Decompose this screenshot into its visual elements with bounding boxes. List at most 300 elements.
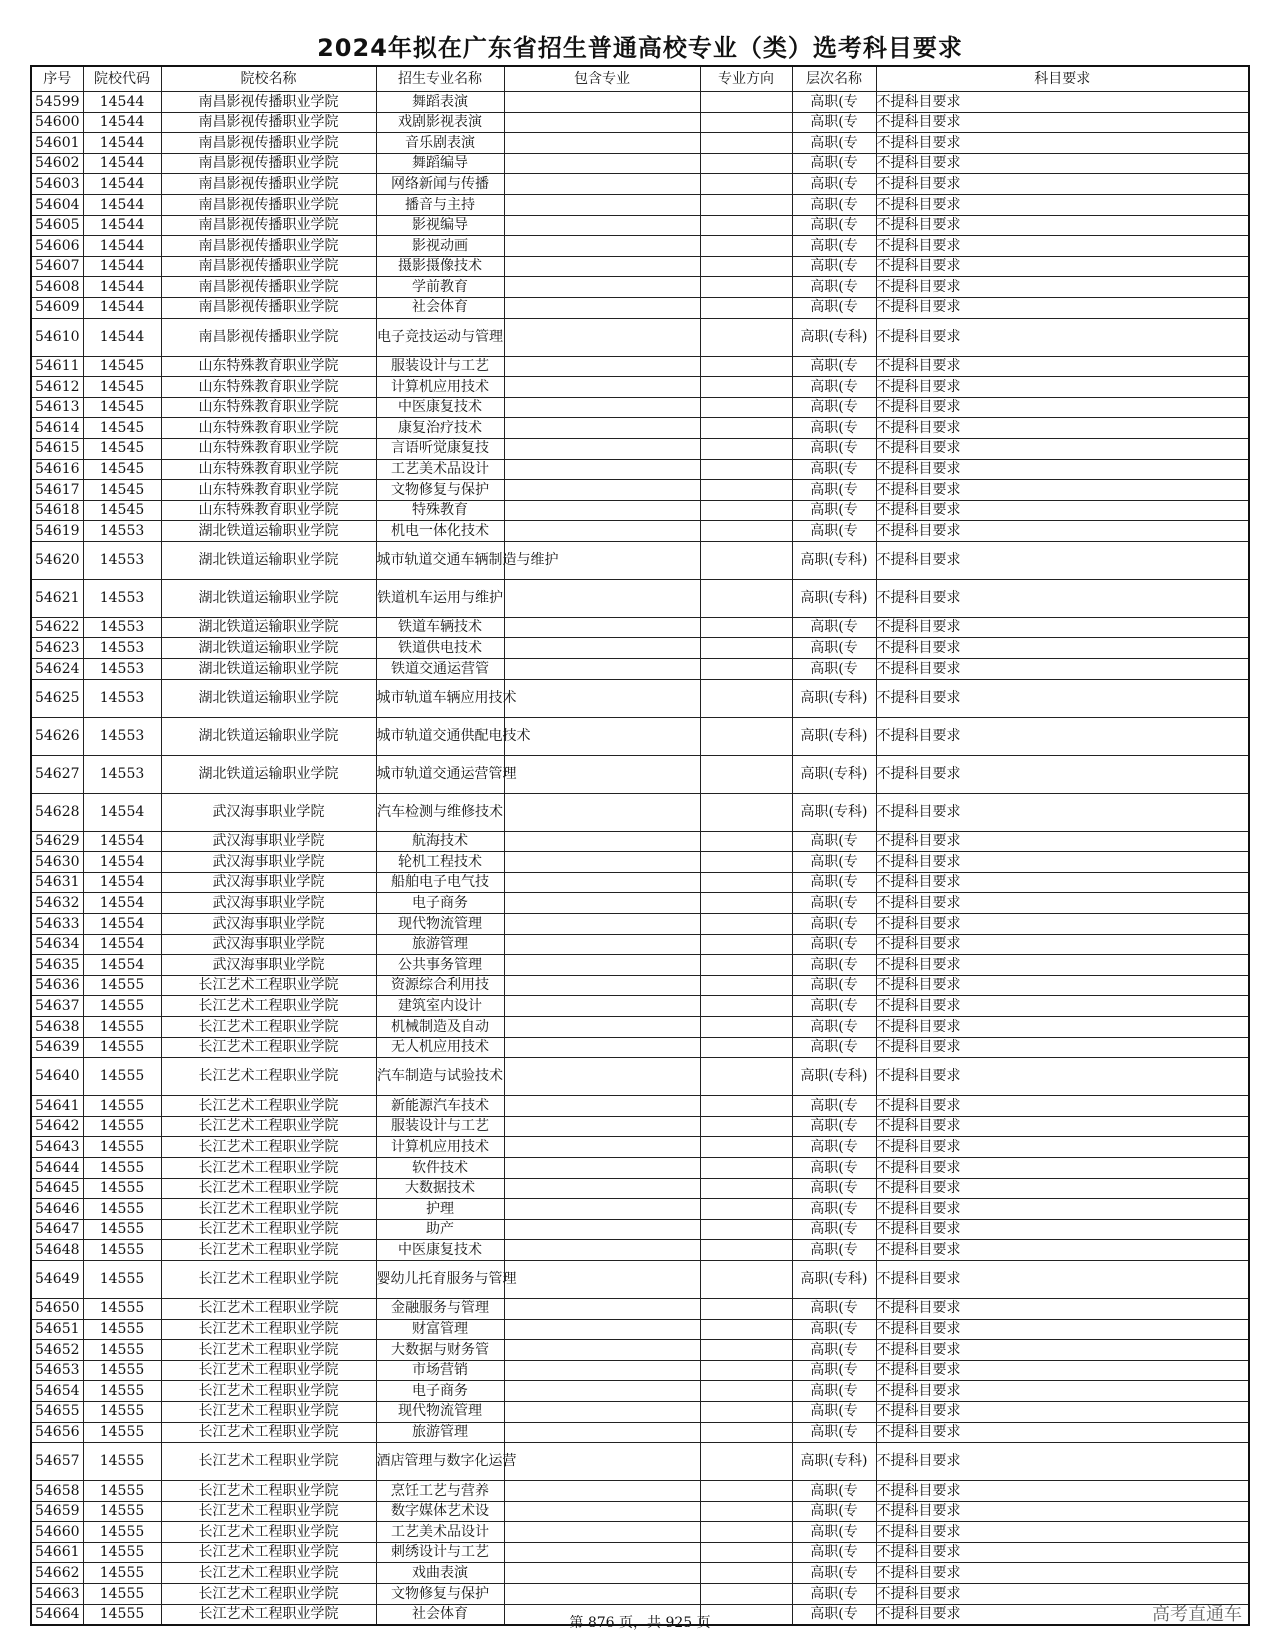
school-name-cell: 长江艺术工程职业学院 — [161, 1178, 376, 1199]
major-name-cell: 旅游管理 — [376, 934, 504, 955]
major-direction-cell — [700, 318, 792, 356]
table-row — [31, 1058, 1249, 1096]
major-direction-cell — [700, 1443, 792, 1481]
major-direction-cell — [700, 1219, 792, 1240]
major-name-cell: 影视动画 — [376, 236, 504, 257]
subject-requirement-cell: 不提科目要求 — [876, 418, 1249, 439]
major-name-cell: 城市轨道交通车辆制造与维护 — [376, 541, 504, 579]
school-code-cell: 14555 — [83, 1604, 161, 1625]
major-direction-cell — [700, 1381, 792, 1402]
school-name-cell: 长江艺术工程职业学院 — [161, 1037, 376, 1058]
school-code-cell: 14553 — [83, 717, 161, 755]
school-name-cell: 南昌影视传播职业学院 — [161, 318, 376, 356]
major-name-cell: 特殊教育 — [376, 500, 504, 521]
table-row — [31, 893, 1249, 914]
school-code-cell: 14555 — [83, 1401, 161, 1422]
major-direction-cell — [700, 1563, 792, 1584]
included-majors-cell — [504, 617, 700, 638]
school-code-cell: 14553 — [83, 541, 161, 579]
included-majors-cell — [504, 893, 700, 914]
serial-cell: 54632 — [31, 893, 83, 914]
subject-requirement-cell: 不提科目要求 — [876, 1260, 1249, 1298]
school-code-cell: 14555 — [83, 1563, 161, 1584]
level-cell: 高职(专 — [792, 1401, 876, 1422]
included-majors-cell — [504, 112, 700, 133]
level-cell: 高职(专 — [792, 377, 876, 398]
major-name-cell: 新能源汽车技术 — [376, 1096, 504, 1117]
subject-requirement-cell: 不提科目要求 — [876, 356, 1249, 377]
table-row — [31, 1501, 1249, 1522]
major-direction-cell — [700, 831, 792, 852]
school-name-cell: 南昌影视传播职业学院 — [161, 112, 376, 133]
included-majors-cell — [504, 438, 700, 459]
table-row — [31, 236, 1249, 257]
level-cell: 高职(专 — [792, 256, 876, 277]
level-cell: 高职(专科) — [792, 318, 876, 356]
major-name-cell: 舞蹈编导 — [376, 153, 504, 174]
school-code-cell: 14553 — [83, 579, 161, 617]
school-code-cell: 14544 — [83, 112, 161, 133]
school-name-cell: 长江艺术工程职业学院 — [161, 1381, 376, 1402]
table-row — [31, 1522, 1249, 1543]
table-row — [31, 1443, 1249, 1481]
school-code-cell: 14555 — [83, 1260, 161, 1298]
school-code-cell: 14555 — [83, 1157, 161, 1178]
major-name-cell: 摄影摄像技术 — [376, 256, 504, 277]
table-body — [31, 92, 1249, 1626]
subject-requirement-cell: 不提科目要求 — [876, 480, 1249, 501]
table-row — [31, 418, 1249, 439]
level-cell: 高职(专 — [792, 1157, 876, 1178]
subject-requirement-cell: 不提科目要求 — [876, 617, 1249, 638]
major-direction-cell — [700, 153, 792, 174]
major-direction-cell — [700, 893, 792, 914]
included-majors-cell — [504, 153, 700, 174]
major-name-cell: 电子商务 — [376, 893, 504, 914]
subject-requirement-cell: 不提科目要求 — [876, 1157, 1249, 1178]
included-majors-cell — [504, 1381, 700, 1402]
major-name-cell: 计算机应用技术 — [376, 377, 504, 398]
major-direction-cell — [700, 418, 792, 439]
major-direction-cell — [700, 579, 792, 617]
subject-requirement-cell: 不提科目要求 — [876, 377, 1249, 398]
school-code-cell: 14555 — [83, 1178, 161, 1199]
major-direction-cell — [700, 480, 792, 501]
included-majors-cell — [504, 174, 700, 195]
school-name-cell: 长江艺术工程职业学院 — [161, 1604, 376, 1625]
school-name-cell: 长江艺术工程职业学院 — [161, 1443, 376, 1481]
level-cell: 高职(专 — [792, 975, 876, 996]
major-name-cell: 现代物流管理 — [376, 1401, 504, 1422]
subject-requirement-cell: 不提科目要求 — [876, 92, 1249, 113]
serial-cell: 54626 — [31, 717, 83, 755]
level-cell: 高职(专 — [792, 356, 876, 377]
school-name-cell: 南昌影视传播职业学院 — [161, 256, 376, 277]
school-code-cell: 14555 — [83, 1219, 161, 1240]
school-name-cell: 长江艺术工程职业学院 — [161, 1360, 376, 1381]
major-direction-cell — [700, 975, 792, 996]
school-name-cell: 武汉海事职业学院 — [161, 934, 376, 955]
school-name-cell: 长江艺术工程职业学院 — [161, 1137, 376, 1158]
subject-requirement-cell: 不提科目要求 — [876, 975, 1249, 996]
school-code-cell: 14545 — [83, 397, 161, 418]
major-direction-cell — [700, 397, 792, 418]
major-name-cell: 市场营销 — [376, 1360, 504, 1381]
table-row — [31, 397, 1249, 418]
subject-requirement-cell: 不提科目要求 — [876, 996, 1249, 1017]
subject-requirement-cell: 不提科目要求 — [876, 1501, 1249, 1522]
serial-cell: 54629 — [31, 831, 83, 852]
included-majors-cell — [504, 1037, 700, 1058]
subject-requirement-cell: 不提科目要求 — [876, 438, 1249, 459]
serial-cell: 54631 — [31, 872, 83, 893]
major-name-cell: 软件技术 — [376, 1157, 504, 1178]
major-direction-cell — [700, 1260, 792, 1298]
subject-requirement-cell: 不提科目要求 — [876, 1360, 1249, 1381]
page-footer: 第 876 页，共 925 页 — [569, 1615, 711, 1631]
serial-cell: 54607 — [31, 256, 83, 277]
school-name-cell: 南昌影视传播职业学院 — [161, 174, 376, 195]
table-row — [31, 872, 1249, 893]
major-direction-cell — [700, 996, 792, 1017]
school-code-cell: 14555 — [83, 1422, 161, 1443]
major-direction-cell — [700, 1157, 792, 1178]
level-cell: 高职(专 — [792, 397, 876, 418]
serial-cell: 54662 — [31, 1563, 83, 1584]
table-row — [31, 975, 1249, 996]
school-code-cell: 14544 — [83, 215, 161, 236]
school-name-cell: 武汉海事职业学院 — [161, 831, 376, 852]
column-header-included-majors: 包含专业 — [504, 66, 700, 92]
table-row — [31, 1137, 1249, 1158]
table-row — [31, 438, 1249, 459]
serial-cell: 54613 — [31, 397, 83, 418]
school-name-cell: 山东特殊教育职业学院 — [161, 397, 376, 418]
serial-cell: 54611 — [31, 356, 83, 377]
subject-requirement-cell: 不提科目要求 — [876, 1401, 1249, 1422]
included-majors-cell — [504, 1260, 700, 1298]
major-name-cell: 金融服务与管理 — [376, 1298, 504, 1319]
school-code-cell: 14554 — [83, 934, 161, 955]
major-name-cell: 烹饪工艺与营养 — [376, 1481, 504, 1502]
level-cell: 高职(专 — [792, 1240, 876, 1261]
major-name-cell: 网络新闻与传播 — [376, 174, 504, 195]
major-direction-cell — [700, 194, 792, 215]
level-cell: 高职(专 — [792, 1096, 876, 1117]
school-name-cell: 武汉海事职业学院 — [161, 872, 376, 893]
table-row — [31, 914, 1249, 935]
school-code-cell: 14544 — [83, 92, 161, 113]
major-direction-cell — [700, 934, 792, 955]
school-code-cell: 14553 — [83, 638, 161, 659]
table-row — [31, 934, 1249, 955]
serial-cell: 54663 — [31, 1584, 83, 1605]
major-name-cell: 影视编导 — [376, 215, 504, 236]
level-cell: 高职(专 — [792, 1137, 876, 1158]
major-name-cell: 社会体育 — [376, 1604, 504, 1625]
subject-requirement-cell: 不提科目要求 — [876, 236, 1249, 257]
major-name-cell: 财富管理 — [376, 1319, 504, 1340]
school-name-cell: 长江艺术工程职业学院 — [161, 975, 376, 996]
included-majors-cell — [504, 1058, 700, 1096]
school-code-cell: 14554 — [83, 831, 161, 852]
school-code-cell: 14545 — [83, 377, 161, 398]
major-direction-cell — [700, 914, 792, 935]
table-row — [31, 717, 1249, 755]
major-direction-cell — [700, 521, 792, 542]
subject-requirement-cell: 不提科目要求 — [876, 1443, 1249, 1481]
major-direction-cell — [700, 1037, 792, 1058]
serial-cell: 54605 — [31, 215, 83, 236]
serial-cell: 54618 — [31, 500, 83, 521]
included-majors-cell — [504, 1340, 700, 1361]
school-name-cell: 长江艺术工程职业学院 — [161, 1563, 376, 1584]
major-direction-cell — [700, 1401, 792, 1422]
serial-cell: 54652 — [31, 1340, 83, 1361]
included-majors-cell — [504, 1319, 700, 1340]
school-code-cell: 14554 — [83, 872, 161, 893]
subject-requirement-cell: 不提科目要求 — [876, 755, 1249, 793]
table-row — [31, 541, 1249, 579]
school-name-cell: 山东特殊教育职业学院 — [161, 418, 376, 439]
school-code-cell: 14555 — [83, 1199, 161, 1220]
included-majors-cell — [504, 397, 700, 418]
included-majors-cell — [504, 297, 700, 318]
school-code-cell: 14555 — [83, 1116, 161, 1137]
school-code-cell: 14555 — [83, 1443, 161, 1481]
level-cell: 高职(专科) — [792, 755, 876, 793]
subject-requirement-cell: 不提科目要求 — [876, 934, 1249, 955]
subject-requirement-cell: 不提科目要求 — [876, 541, 1249, 579]
included-majors-cell — [504, 418, 700, 439]
school-code-cell: 14555 — [83, 1481, 161, 1502]
school-code-cell: 14544 — [83, 236, 161, 257]
subject-requirement-cell: 不提科目要求 — [876, 318, 1249, 356]
table-row — [31, 318, 1249, 356]
level-cell: 高职(专 — [792, 1319, 876, 1340]
major-direction-cell — [700, 1481, 792, 1502]
school-name-cell: 长江艺术工程职业学院 — [161, 1058, 376, 1096]
school-name-cell: 南昌影视传播职业学院 — [161, 277, 376, 298]
table-row — [31, 1157, 1249, 1178]
major-name-cell: 计算机应用技术 — [376, 1137, 504, 1158]
subject-requirement-cell: 不提科目要求 — [876, 659, 1249, 680]
table-row — [31, 377, 1249, 398]
table-row — [31, 793, 1249, 831]
subject-requirement-cell: 不提科目要求 — [876, 1340, 1249, 1361]
included-majors-cell — [504, 579, 700, 617]
level-cell: 高职(专 — [792, 297, 876, 318]
major-direction-cell — [700, 133, 792, 154]
table-row — [31, 1096, 1249, 1117]
major-name-cell: 建筑室内设计 — [376, 996, 504, 1017]
school-code-cell: 14544 — [83, 318, 161, 356]
table-row — [31, 579, 1249, 617]
major-name-cell: 戏曲表演 — [376, 1563, 504, 1584]
serial-cell: 54617 — [31, 480, 83, 501]
table-row — [31, 1017, 1249, 1038]
major-name-cell: 电子商务 — [376, 1381, 504, 1402]
included-majors-cell — [504, 679, 700, 717]
table-row — [31, 1298, 1249, 1319]
included-majors-cell — [504, 1178, 700, 1199]
serial-cell: 54633 — [31, 914, 83, 935]
subject-requirement-cell: 不提科目要求 — [876, 1319, 1249, 1340]
major-name-cell: 播音与主持 — [376, 194, 504, 215]
subject-requirement-cell: 不提科目要求 — [876, 1037, 1249, 1058]
level-cell: 高职(专 — [792, 934, 876, 955]
subject-requirement-cell: 不提科目要求 — [876, 174, 1249, 195]
serial-cell: 54656 — [31, 1422, 83, 1443]
serial-cell: 54628 — [31, 793, 83, 831]
major-direction-cell — [700, 1542, 792, 1563]
table-row — [31, 521, 1249, 542]
subject-requirement-cell: 不提科目要求 — [876, 717, 1249, 755]
school-name-cell: 山东特殊教育职业学院 — [161, 438, 376, 459]
included-majors-cell — [504, 1157, 700, 1178]
table-header-row — [31, 66, 1249, 92]
included-majors-cell — [504, 1240, 700, 1261]
major-direction-cell — [700, 872, 792, 893]
school-code-cell: 14554 — [83, 852, 161, 873]
included-majors-cell — [504, 256, 700, 277]
school-code-cell: 14555 — [83, 1522, 161, 1543]
school-name-cell: 南昌影视传播职业学院 — [161, 194, 376, 215]
major-direction-cell — [700, 679, 792, 717]
school-name-cell: 武汉海事职业学院 — [161, 955, 376, 976]
level-cell: 高职(专 — [792, 914, 876, 935]
level-cell: 高职(专科) — [792, 717, 876, 755]
school-name-cell: 湖北铁道运输职业学院 — [161, 755, 376, 793]
table-row — [31, 1260, 1249, 1298]
column-header-major-direction: 专业方向 — [700, 66, 792, 92]
level-cell: 高职(专 — [792, 1604, 876, 1625]
school-code-cell: 14553 — [83, 679, 161, 717]
included-majors-cell — [504, 934, 700, 955]
level-cell: 高职(专 — [792, 438, 876, 459]
level-cell: 高职(专 — [792, 418, 876, 439]
major-name-cell: 航海技术 — [376, 831, 504, 852]
serial-cell: 54609 — [31, 297, 83, 318]
level-cell: 高职(专科) — [792, 1443, 876, 1481]
level-cell: 高职(专 — [792, 194, 876, 215]
level-cell: 高职(专 — [792, 1116, 876, 1137]
included-majors-cell — [504, 1017, 700, 1038]
major-name-cell: 助产 — [376, 1219, 504, 1240]
major-direction-cell — [700, 852, 792, 873]
school-name-cell: 山东特殊教育职业学院 — [161, 500, 376, 521]
school-name-cell: 长江艺术工程职业学院 — [161, 1240, 376, 1261]
major-name-cell: 城市轨道交通运营管理 — [376, 755, 504, 793]
school-code-cell: 14554 — [83, 914, 161, 935]
major-direction-cell — [700, 1584, 792, 1605]
major-name-cell: 铁道交通运营管 — [376, 659, 504, 680]
school-name-cell: 武汉海事职业学院 — [161, 793, 376, 831]
serial-cell: 54627 — [31, 755, 83, 793]
subject-requirement-cell: 不提科目要求 — [876, 194, 1249, 215]
school-code-cell: 14555 — [83, 1137, 161, 1158]
major-name-cell: 护理 — [376, 1199, 504, 1220]
school-code-cell: 14544 — [83, 256, 161, 277]
included-majors-cell — [504, 1522, 700, 1543]
serial-cell: 54610 — [31, 318, 83, 356]
table-row — [31, 133, 1249, 154]
included-majors-cell — [504, 1298, 700, 1319]
requirements-table — [30, 65, 1250, 1626]
serial-cell: 54637 — [31, 996, 83, 1017]
school-code-cell: 14545 — [83, 438, 161, 459]
table-row — [31, 1542, 1249, 1563]
level-cell: 高职(专 — [792, 955, 876, 976]
included-majors-cell — [504, 194, 700, 215]
major-name-cell: 旅游管理 — [376, 1422, 504, 1443]
major-direction-cell — [700, 92, 792, 113]
major-name-cell: 服装设计与工艺 — [376, 356, 504, 377]
level-cell: 高职(专 — [792, 215, 876, 236]
school-name-cell: 长江艺术工程职业学院 — [161, 1422, 376, 1443]
major-name-cell: 婴幼儿托育服务与管理 — [376, 1260, 504, 1298]
serial-cell: 54648 — [31, 1240, 83, 1261]
table-row — [31, 1563, 1249, 1584]
subject-requirement-cell: 不提科目要求 — [876, 1240, 1249, 1261]
included-majors-cell — [504, 459, 700, 480]
major-direction-cell — [700, 1298, 792, 1319]
table-row — [31, 1116, 1249, 1137]
school-name-cell: 山东特殊教育职业学院 — [161, 356, 376, 377]
school-code-cell: 14555 — [83, 1037, 161, 1058]
included-majors-cell — [504, 236, 700, 257]
major-name-cell: 公共事务管理 — [376, 955, 504, 976]
subject-requirement-cell: 不提科目要求 — [876, 397, 1249, 418]
level-cell: 高职(专 — [792, 1340, 876, 1361]
major-direction-cell — [700, 438, 792, 459]
subject-requirement-cell: 不提科目要求 — [876, 297, 1249, 318]
level-cell: 高职(专 — [792, 1178, 876, 1199]
major-name-cell: 电子竞技运动与管理 — [376, 318, 504, 356]
major-direction-cell — [700, 955, 792, 976]
level-cell: 高职(专 — [792, 638, 876, 659]
included-majors-cell — [504, 1443, 700, 1481]
level-cell: 高职(专科) — [792, 679, 876, 717]
serial-cell: 54644 — [31, 1157, 83, 1178]
table-row — [31, 1240, 1249, 1261]
table-row — [31, 852, 1249, 873]
page-title: 2024年拟在广东省招生普通高校专业（类）选考科目要求 — [317, 34, 963, 62]
level-cell: 高职(专 — [792, 1584, 876, 1605]
table-row — [31, 831, 1249, 852]
major-name-cell: 舞蹈表演 — [376, 92, 504, 113]
column-header-school-code: 院校代码 — [83, 66, 161, 92]
serial-cell: 54630 — [31, 852, 83, 873]
included-majors-cell — [504, 480, 700, 501]
school-name-cell: 湖北铁道运输职业学院 — [161, 579, 376, 617]
major-name-cell: 音乐剧表演 — [376, 133, 504, 154]
school-name-cell: 南昌影视传播职业学院 — [161, 236, 376, 257]
school-name-cell: 湖北铁道运输职业学院 — [161, 659, 376, 680]
level-cell: 高职(专 — [792, 831, 876, 852]
major-name-cell: 铁道车辆技术 — [376, 617, 504, 638]
major-name-cell: 工艺美术品设计 — [376, 1522, 504, 1543]
major-name-cell: 城市轨道车辆应用技术 — [376, 679, 504, 717]
included-majors-cell — [504, 318, 700, 356]
major-name-cell: 城市轨道交通供配电技术 — [376, 717, 504, 755]
major-name-cell: 数字媒体艺术设 — [376, 1501, 504, 1522]
table-row — [31, 1381, 1249, 1402]
serial-cell: 54621 — [31, 579, 83, 617]
school-name-cell: 山东特殊教育职业学院 — [161, 480, 376, 501]
school-code-cell: 14555 — [83, 1501, 161, 1522]
subject-requirement-cell: 不提科目要求 — [876, 1178, 1249, 1199]
